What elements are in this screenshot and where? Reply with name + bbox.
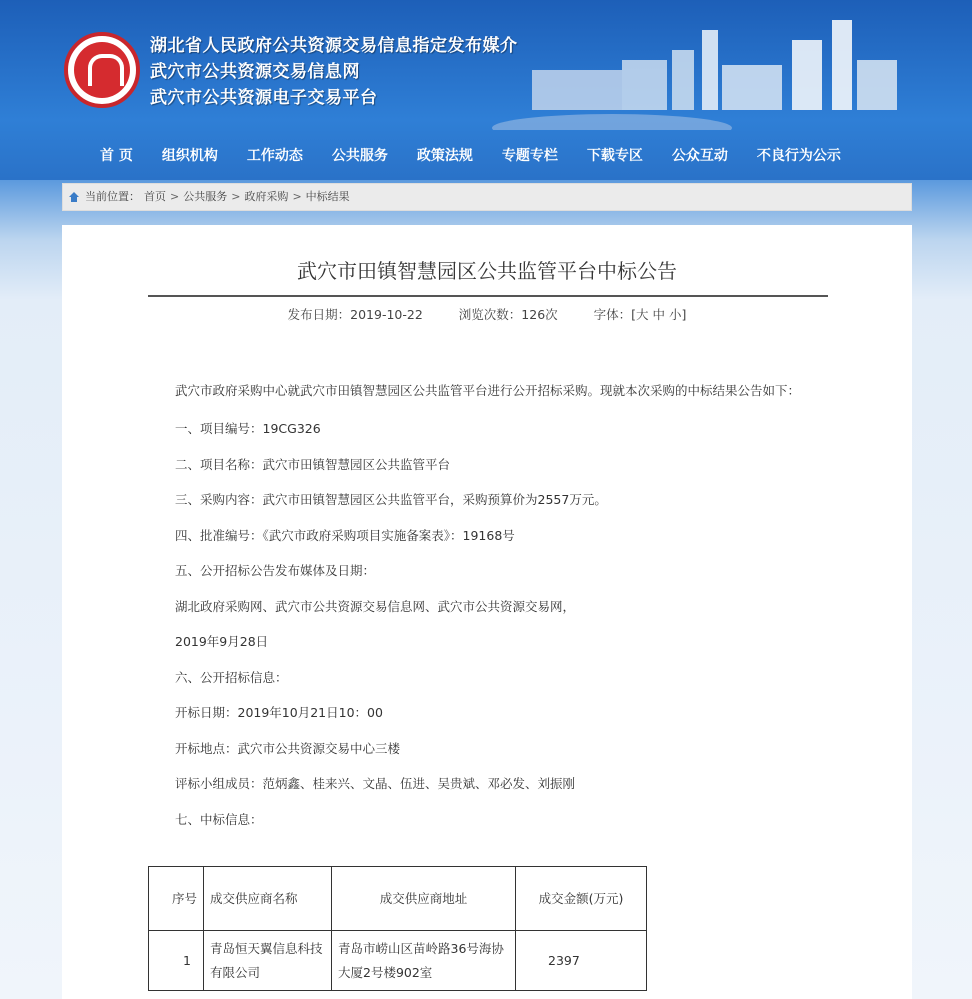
font-size-switcher[interactable]: 字体：[大 中 小]	[593, 307, 687, 322]
item-award-heading: 七、中标信息：	[175, 811, 263, 827]
breadcrumb-home[interactable]: 首页	[144, 190, 166, 203]
item-project-number: 一、项目编号：19CG326	[175, 421, 321, 436]
publish-date: 发布日期：2019-10-22	[287, 307, 423, 322]
award-table	[148, 866, 647, 991]
header-cell-amount: 成交金额(万元)	[516, 867, 647, 931]
cell-supplier-address: 青岛市崂山区苗岭路36号海协大厦2号楼902室	[332, 931, 516, 991]
item-bid-opening-location: 开标地点：武穴市公共资源交易中心三楼	[175, 740, 401, 756]
site-header	[0, 0, 972, 180]
nav-item-news[interactable]: 工作动态	[246, 148, 303, 164]
table-header-row	[149, 867, 647, 931]
nav-item-home[interactable]: 首 页	[100, 148, 133, 164]
intro-paragraph: 武穴市政府采购中心就武穴市田镇智慧园区公共监管平台进行公开招标采购。现就本次采购的中标结果公告如下：	[175, 383, 801, 398]
main-nav	[0, 140, 972, 174]
site-title-3: 武穴市公共资源电子交易平台	[150, 88, 378, 108]
title-divider	[148, 295, 828, 297]
breadcrumb-public-service[interactable]: 公共服务	[183, 190, 228, 203]
site-titles	[150, 33, 518, 111]
cell-amount: 2397	[516, 931, 647, 991]
breadcrumb-separator: >	[170, 190, 180, 203]
item-media-list: 湖北政府采购网、武穴市公共资源交易信息网、武穴市公共资源交易网，	[175, 598, 576, 614]
item-bid-opening-date: 开标日期：2019年10月21日10：00	[175, 705, 383, 720]
nav-item-organization[interactable]: 组织机构	[161, 148, 218, 164]
header-cell-supplier-address: 成交供应商地址	[332, 867, 516, 931]
item-procurement-content: 三、采购内容：武穴市田镇智慧园区公共监管平台，采购预算价为2557万元。	[175, 492, 607, 507]
item-project-name: 二、项目名称：武穴市田镇智慧园区公共监管平台	[175, 456, 451, 472]
article-body	[148, 377, 838, 837]
cell-supplier-name: 青岛恒天翼信息科技有限公司	[204, 931, 332, 991]
header-cell-supplier-name: 成交供应商名称	[204, 867, 332, 931]
nav-item-download[interactable]: 下载专区	[586, 148, 643, 164]
nav-item-special[interactable]: 专题专栏	[501, 148, 558, 164]
site-title-1: 湖北省人民政府公共资源交易信息指定发布媒介	[150, 36, 518, 56]
nav-item-policy[interactable]: 政策法规	[416, 148, 473, 164]
home-icon	[69, 192, 79, 202]
page-title: 武穴市田镇智慧园区公共监管平台中标公告	[297, 259, 677, 283]
item-media-date: 2019年9月28日	[175, 634, 269, 649]
table-row	[149, 931, 647, 991]
article-panel	[62, 225, 912, 999]
breadcrumb-prefix: 当前位置：	[85, 190, 140, 203]
article-meta	[62, 305, 912, 323]
item-bid-info-heading: 六、公开招标信息：	[175, 669, 288, 685]
breadcrumb-separator: >	[231, 190, 241, 203]
emblem-icon	[64, 32, 140, 108]
nav-item-misconduct[interactable]: 不良行为公示	[756, 148, 841, 164]
site-title-2: 武穴市公共资源交易信息网	[150, 62, 360, 82]
cell-number: 1	[149, 931, 204, 991]
breadcrumb-procurement[interactable]: 政府采购	[244, 190, 289, 203]
header-cell-number: 序号	[149, 867, 204, 931]
item-evaluation-panel: 评标小组成员：范炳鑫、桂来兴、文晶、伍进、吴贵斌、邓必发、刘振刚	[175, 776, 576, 791]
item-approval-number: 四、批准编号：《武穴市政府采购项目实施备案表》：19168号	[175, 527, 515, 543]
breadcrumb-separator: >	[292, 190, 302, 203]
item-media-heading: 五、公开招标公告发布媒体及日期：	[175, 563, 376, 578]
nav-item-interaction[interactable]: 公众互动	[671, 148, 728, 164]
nav-item-public-service[interactable]: 公共服务	[331, 148, 388, 164]
city-skyline-banner	[472, 10, 932, 130]
breadcrumb-award-results[interactable]: 中标结果	[305, 190, 350, 203]
breadcrumb	[62, 183, 912, 211]
view-count: 浏览次数：126次	[458, 307, 558, 322]
